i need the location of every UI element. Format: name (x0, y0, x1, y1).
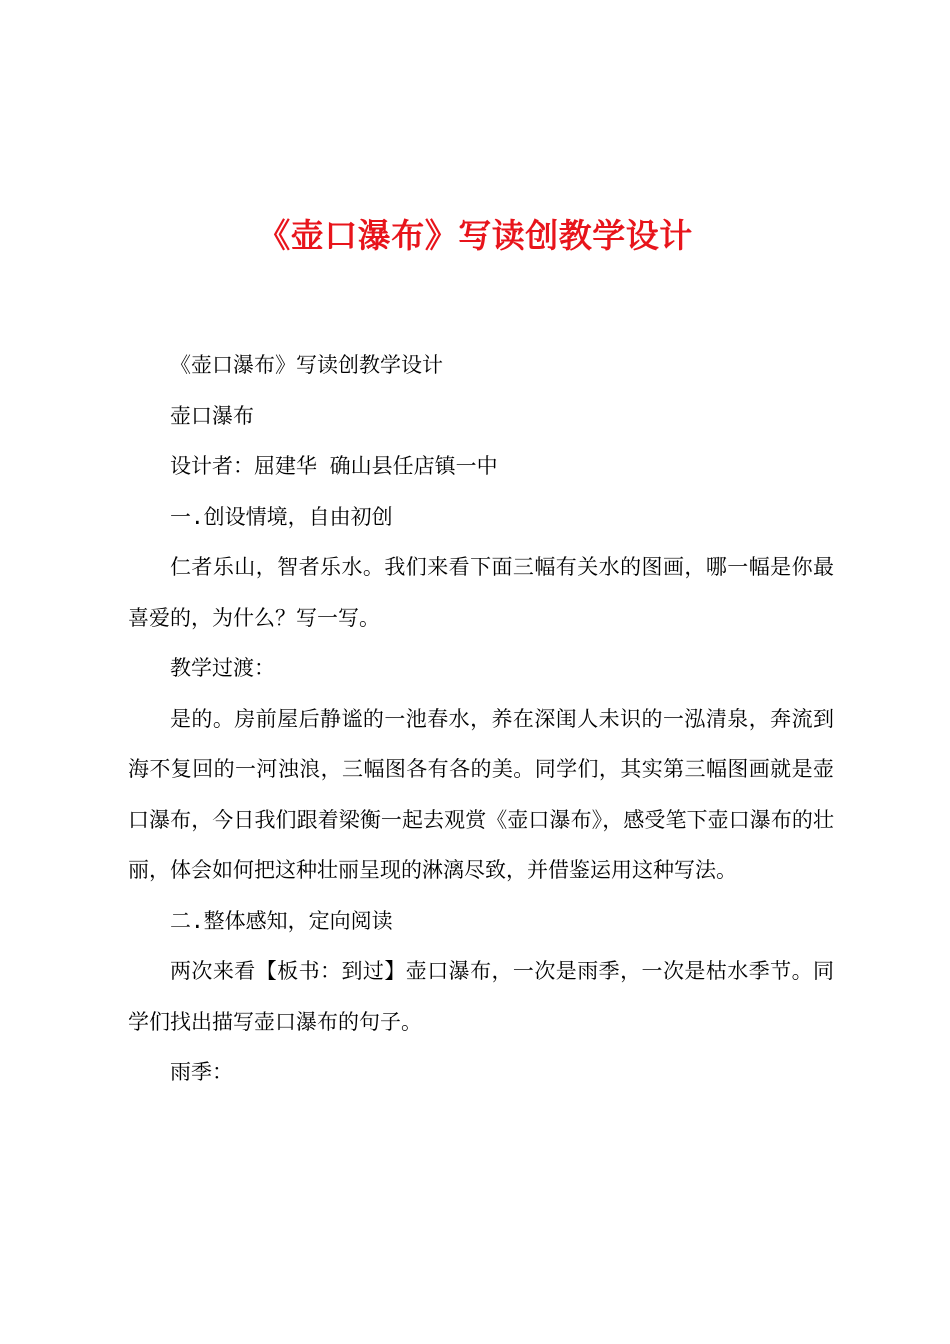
paragraph-reading: 两次来看【板书：到过】壶口瀑布，一次是雨季，一次是枯水季节。同学们找出描写壶口瀑布的句子。 (128, 959, 834, 1034)
section-heading-2: 二.整体感知，定向阅读 (170, 908, 393, 933)
paragraph-rainy-season: 雨季： (170, 1060, 233, 1084)
paragraph-lesson-name: 壶口瀑布 (170, 403, 254, 428)
section-heading-1: 一.创设情境，自由初创 (170, 504, 393, 529)
paragraph-intro: 仁者乐山，智者乐水。我们来看下面三幅有关水的图画，哪一幅是你最喜爱的，为什么？写一写。 (128, 555, 834, 630)
paragraph-transition: 是的。房前屋后静谧的一池春水，养在深闺人未识的一泓清泉，奔流到海不复回的一河浊浪，三幅图各有各的美。同学们，其实第三幅图画就是壶口瀑布，今日我们跟着梁衡一起去观赏《壶口瀑布》，感受笔下壶口瀑布的壮丽，体会如何把这种壮丽呈现的淋漓尽致，并借鉴运用这种写法。 (128, 706, 834, 882)
paragraph-designer: 设计者：屈建华 确山县任店镇一中 (170, 454, 498, 478)
document-body (128, 340, 834, 1098)
paragraph-heading-repeat: 《壶口瀑布》写读创教学设计 (170, 353, 443, 377)
document-title: 《壶口瀑布》写读创教学设计 (257, 216, 693, 255)
paragraph-transition-label: 教学过渡： (170, 656, 275, 680)
